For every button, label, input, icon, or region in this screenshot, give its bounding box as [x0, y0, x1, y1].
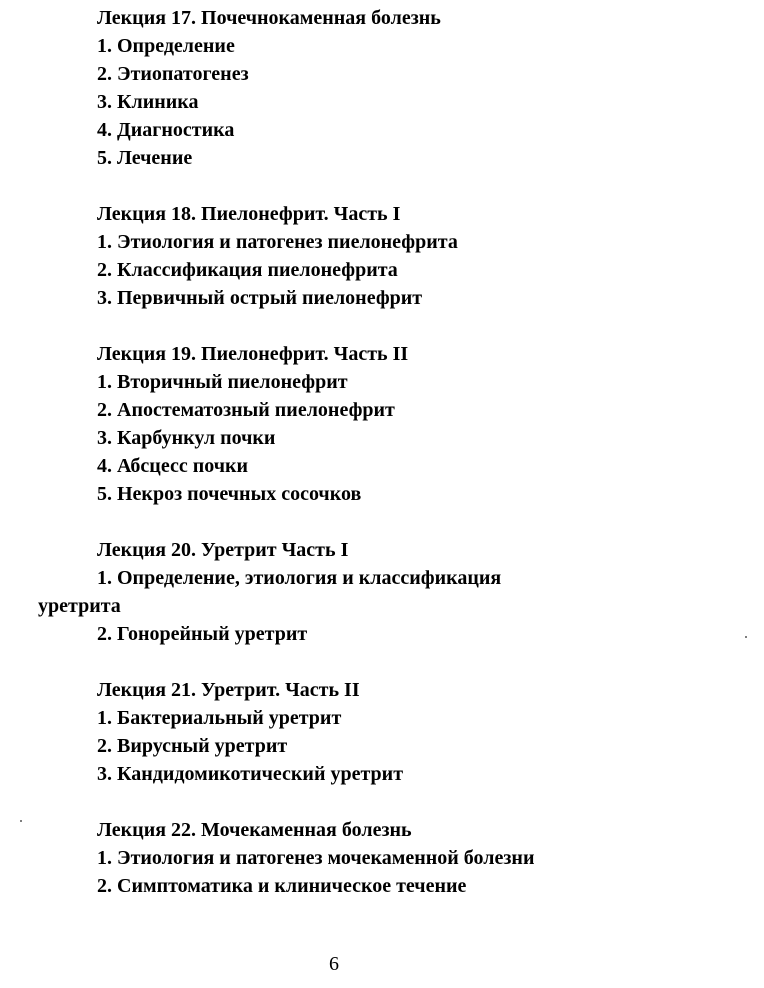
lecture-18 [0, 200, 764, 312]
lecture-list [0, 4, 764, 928]
page-number-text: 6 [329, 953, 339, 975]
lecture-22 [0, 816, 764, 900]
lecture-item-wrapped-first-line: 1. Определение, этиология и классификация [97, 567, 502, 589]
lecture-title: Лекция 21. Уретрит. Часть II [97, 679, 360, 701]
lecture-21 [0, 676, 764, 788]
lecture-title: Лекция 17. Почечнокаменная болезнь [97, 7, 441, 29]
lecture-item: 5. Некроз почечных сосочков [97, 483, 362, 505]
lecture-title: Лекция 19. Пиелонефрит. Часть II [97, 343, 409, 365]
lecture-item: 1. Этиология и патогенез пиелонефрита [97, 231, 458, 253]
lecture-20 [0, 536, 764, 648]
lecture-item: 4. Абсцесс почки [97, 455, 249, 477]
lecture-item: 2. Гонорейный уретрит [97, 623, 308, 645]
lecture-item: 3. Клиника [97, 91, 199, 113]
lecture-title: Лекция 18. Пиелонефрит. Часть I [97, 203, 401, 225]
lecture-19 [0, 340, 764, 508]
lecture-title: Лекция 20. Уретрит Часть I [97, 539, 349, 561]
lecture-item: 1. Бактериальный уретрит [97, 707, 342, 729]
lecture-item-wrapped-continuation: уретрита [38, 595, 121, 617]
lecture-item: 1. Вторичный пиелонефрит [97, 371, 348, 393]
lecture-item: 3. Первичный острый пиелонефрит [97, 287, 423, 309]
lecture-title: Лекция 22. Мочекаменная болезнь [97, 819, 412, 841]
scan-speck [745, 636, 747, 638]
lecture-item: 1. Определение [97, 35, 235, 57]
page-number [0, 952, 764, 976]
lecture-item: 2. Вирусный уретрит [97, 735, 288, 757]
lecture-item: 5. Лечение [97, 147, 193, 169]
lecture-item: 4. Диагностика [97, 119, 235, 141]
lecture-17 [0, 4, 764, 172]
lecture-item: 2. Апостематозный пиелонефрит [97, 399, 395, 421]
lecture-item: 3. Карбункул почки [97, 427, 276, 449]
lecture-item: 3. Кандидомикотический уретрит [97, 763, 404, 785]
lecture-item: 2. Этиопатогенез [97, 63, 249, 85]
lecture-item: 2. Классификация пиелонефрита [97, 259, 398, 281]
lecture-item: 1. Этиология и патогенез мочекаменной болезни [97, 847, 535, 869]
scan-speck [20, 820, 22, 822]
lecture-item: 2. Симптоматика и клиническое течение [97, 875, 467, 897]
